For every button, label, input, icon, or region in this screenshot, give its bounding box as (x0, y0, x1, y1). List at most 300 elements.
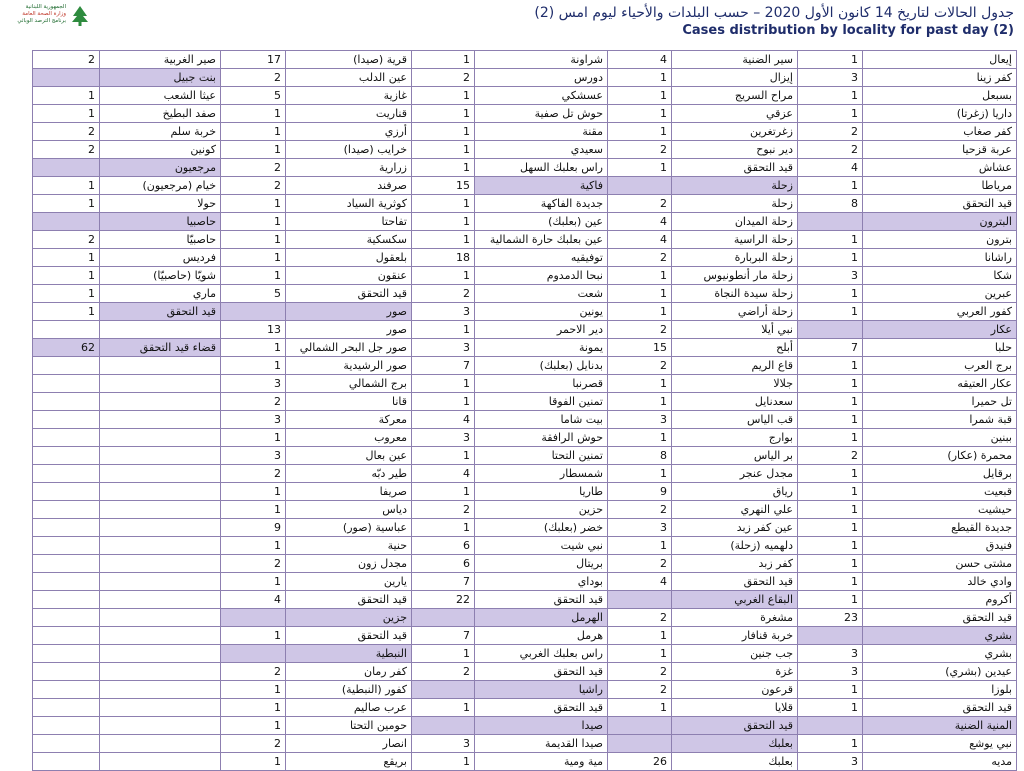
page-title-english: Cases distribution by locality for past day (2) (682, 23, 1014, 38)
case-count-cell (798, 213, 863, 231)
case-count-cell (608, 735, 672, 753)
case-count-cell (33, 663, 100, 681)
case-count-cell: 1 (798, 87, 863, 105)
locality-cell: تفاحتا (286, 213, 412, 231)
table-row (33, 627, 1017, 645)
case-count-cell: 8 (798, 195, 863, 213)
case-count-cell: 1 (608, 267, 672, 285)
table-row (33, 69, 1017, 87)
locality-cell: نبي أيلا (672, 321, 798, 339)
case-count-cell (798, 627, 863, 645)
locality-cell: قيد التحقق (863, 699, 1017, 717)
case-count-cell: 1 (221, 483, 286, 501)
locality-cell: حزين (475, 501, 608, 519)
locality-cell (100, 537, 221, 555)
locality-cell: مديه (863, 753, 1017, 771)
locality-cell: عرب صاليم (286, 699, 412, 717)
locality-cell: بلوزا (863, 681, 1017, 699)
locality-cell: زغرتغرين (672, 123, 798, 141)
locality-cell: بدنايل (بعلبك) (475, 357, 608, 375)
locality-cell: عكار (863, 321, 1017, 339)
case-count-cell: 2 (33, 141, 100, 159)
table-row (33, 663, 1017, 681)
table-row (33, 393, 1017, 411)
logo-line-1: الجمهورية اللبنانية (25, 4, 66, 10)
locality-cell: حلبا (863, 339, 1017, 357)
locality-cell: عبرين (863, 285, 1017, 303)
locality-cell: كفر زينا (863, 69, 1017, 87)
locality-cell: بنت جبيل (100, 69, 221, 87)
locality-cell: كونين (100, 141, 221, 159)
case-count-cell: 1 (33, 303, 100, 321)
case-count-cell: 3 (412, 339, 475, 357)
case-count-cell (33, 717, 100, 735)
case-count-cell: 1 (608, 375, 672, 393)
locality-cell: معركة (286, 411, 412, 429)
case-count-cell: 15 (608, 339, 672, 357)
locality-cell: قرية (صيدا) (286, 51, 412, 69)
locality-cell: فاكية (475, 177, 608, 195)
locality-cell: أرزي (286, 123, 412, 141)
case-count-cell: 1 (798, 537, 863, 555)
case-count-cell: 1 (608, 159, 672, 177)
locality-cell: زحلة البربارة (672, 249, 798, 267)
case-count-cell: 1 (221, 753, 286, 771)
case-count-cell: 1 (798, 51, 863, 69)
case-count-cell: 1 (608, 105, 672, 123)
locality-cell: قيد التحقق (863, 609, 1017, 627)
case-count-cell (33, 411, 100, 429)
locality-cell: رياق (672, 483, 798, 501)
case-count-cell: 1 (412, 483, 475, 501)
locality-cell (100, 609, 221, 627)
table-row (33, 87, 1017, 105)
locality-cell: مية ومية (475, 753, 608, 771)
locality-cell: شراونة (475, 51, 608, 69)
locality-cell: بسبعل (863, 87, 1017, 105)
locality-cell: بريقع (286, 753, 412, 771)
case-count-cell: 15 (412, 177, 475, 195)
locality-cell: مرياطا (863, 177, 1017, 195)
case-count-cell: 1 (221, 573, 286, 591)
case-count-cell: 2 (221, 177, 286, 195)
case-count-cell: 9 (608, 483, 672, 501)
locality-cell: محمرة (عكار) (863, 447, 1017, 465)
case-count-cell: 4 (798, 159, 863, 177)
case-count-cell: 1 (412, 231, 475, 249)
locality-cell: خيام (مرجعيون) (100, 177, 221, 195)
table-row (33, 483, 1017, 501)
case-count-cell (221, 303, 286, 321)
case-count-cell: 13 (221, 321, 286, 339)
case-count-cell: 1 (412, 699, 475, 717)
ministry-logo (6, 3, 90, 29)
case-count-cell: 1 (221, 105, 286, 123)
locality-cell: عربة قزحيا (863, 141, 1017, 159)
table-row (33, 645, 1017, 663)
locality-cell (100, 573, 221, 591)
locality-cell (100, 501, 221, 519)
locality-cell: طير دبّه (286, 465, 412, 483)
case-count-cell: 1 (798, 105, 863, 123)
locality-cell: شكا (863, 267, 1017, 285)
case-count-cell: 1 (608, 303, 672, 321)
case-count-cell: 3 (798, 663, 863, 681)
locality-cell: زحلة سيدة النجاة (672, 285, 798, 303)
case-count-cell: 17 (221, 51, 286, 69)
locality-cell: راس بعلبك السهل (475, 159, 608, 177)
case-count-cell: 1 (412, 159, 475, 177)
case-count-cell: 1 (798, 465, 863, 483)
case-count-cell (33, 699, 100, 717)
locality-cell (100, 411, 221, 429)
case-count-cell: 1 (412, 105, 475, 123)
locality-cell: كفر صغاب (863, 123, 1017, 141)
case-count-cell (798, 321, 863, 339)
locality-cell: عين كفر زبد (672, 519, 798, 537)
locality-cell: مشغرة (672, 609, 798, 627)
case-count-cell: 1 (798, 375, 863, 393)
locality-cell: جزين (286, 609, 412, 627)
locality-cell: عكار العتيقه (863, 375, 1017, 393)
locality-cell: خربة سلم (100, 123, 221, 141)
locality-cell (100, 681, 221, 699)
case-count-cell: 4 (608, 231, 672, 249)
case-count-cell: 2 (33, 51, 100, 69)
case-count-cell: 2 (608, 555, 672, 573)
locality-cell: قيد التحقق (286, 285, 412, 303)
case-count-cell: 1 (798, 303, 863, 321)
locality-cell: زحلة الميدان (672, 213, 798, 231)
case-count-cell: 3 (798, 645, 863, 663)
table-row (33, 141, 1017, 159)
locality-cell: حاصبيّا (100, 231, 221, 249)
case-count-cell (33, 573, 100, 591)
locality-cell (100, 555, 221, 573)
case-count-cell (33, 447, 100, 465)
table-row (33, 339, 1017, 357)
case-count-cell: 1 (412, 447, 475, 465)
locality-cell: مرجعيون (100, 159, 221, 177)
case-count-cell (33, 465, 100, 483)
case-count-cell: 3 (798, 69, 863, 87)
locality-cell: فرديس (100, 249, 221, 267)
case-count-cell: 4 (608, 51, 672, 69)
case-count-cell: 1 (221, 717, 286, 735)
locality-cell: صور (286, 321, 412, 339)
logo-line-3: برنامج الترصد الوبائي (17, 18, 66, 24)
table-row (33, 717, 1017, 735)
locality-cell: برج العرب (863, 357, 1017, 375)
header (0, 0, 1024, 48)
locality-cell: معروب (286, 429, 412, 447)
case-count-cell: 1 (221, 681, 286, 699)
case-count-cell: 1 (608, 123, 672, 141)
case-count-cell: 5 (221, 87, 286, 105)
locality-cell (100, 465, 221, 483)
table-row (33, 267, 1017, 285)
case-count-cell: 1 (412, 375, 475, 393)
locality-cell: قب الياس (672, 411, 798, 429)
case-count-cell: 1 (33, 105, 100, 123)
locality-cell: النبطية (286, 645, 412, 663)
locality-cell: سعيدي (475, 141, 608, 159)
case-count-cell: 1 (221, 429, 286, 447)
case-count-cell: 2 (221, 663, 286, 681)
locality-cell: راس بعلبك الغربي (475, 645, 608, 663)
case-count-cell: 2 (608, 357, 672, 375)
case-count-cell (33, 519, 100, 537)
locality-cell: زحلة مار أنطونيوس (672, 267, 798, 285)
locality-cell (100, 663, 221, 681)
locality-cell: بر الياس (672, 447, 798, 465)
table-row (33, 537, 1017, 555)
locality-cell: عيدين (بشري) (863, 663, 1017, 681)
locality-cell: تل حميرا (863, 393, 1017, 411)
case-count-cell: 4 (221, 591, 286, 609)
case-count-cell: 1 (412, 123, 475, 141)
table-row (33, 501, 1017, 519)
case-count-cell: 3 (221, 411, 286, 429)
case-count-cell (33, 357, 100, 375)
case-count-cell: 1 (33, 195, 100, 213)
locality-cell: شعت (475, 285, 608, 303)
case-count-cell: 2 (33, 123, 100, 141)
case-count-cell: 2 (608, 321, 672, 339)
table-row (33, 465, 1017, 483)
table-row (33, 303, 1017, 321)
table-row (33, 123, 1017, 141)
case-count-cell: 2 (33, 231, 100, 249)
table-row (33, 573, 1017, 591)
case-count-cell: 1 (33, 177, 100, 195)
case-count-cell: 1 (412, 195, 475, 213)
locality-cell: كفور العربي (863, 303, 1017, 321)
case-count-cell: 2 (608, 681, 672, 699)
locality-cell: جديدة القيطع (863, 519, 1017, 537)
page-title-arabic: جدول الحالات لتاريخ 14 كانون الأول 2020 – حسب البلدات والأحياء ليوم امس (2) (534, 5, 1014, 21)
case-count-cell (608, 717, 672, 735)
table-row (33, 375, 1017, 393)
case-count-cell (33, 159, 100, 177)
locality-cell: صفد البطيخ (100, 105, 221, 123)
locality-cell: حومين التحتا (286, 717, 412, 735)
locality-cell: بريتال (475, 555, 608, 573)
case-count-cell: 7 (798, 339, 863, 357)
locality-cell: حوش تل صفية (475, 105, 608, 123)
case-count-cell: 2 (608, 609, 672, 627)
case-count-cell: 1 (221, 339, 286, 357)
case-count-cell: 4 (608, 573, 672, 591)
case-count-cell: 1 (33, 267, 100, 285)
case-count-cell (33, 627, 100, 645)
locality-cell (100, 645, 221, 663)
locality-cell: عزقي (672, 105, 798, 123)
locality-cell: حاصبيا (100, 213, 221, 231)
table-row (33, 447, 1017, 465)
case-count-cell: 1 (221, 213, 286, 231)
locality-cell: بلعقول (286, 249, 412, 267)
locality-cell: قيد التحقق (475, 699, 608, 717)
locality-cell: قيد التحقق (672, 573, 798, 591)
case-count-cell: 2 (221, 735, 286, 753)
locality-cell: زحلة (672, 177, 798, 195)
case-count-cell: 1 (412, 393, 475, 411)
locality-cell: حنية (286, 537, 412, 555)
case-count-cell: 22 (412, 591, 475, 609)
case-count-cell: 1 (33, 285, 100, 303)
locality-cell: قيد التحقق (672, 159, 798, 177)
locality-cell: كوثرية السياد (286, 195, 412, 213)
locality-cell: صور (286, 303, 412, 321)
locality-cell: برقايل (863, 465, 1017, 483)
locality-cell: جديدة الفاكهة (475, 195, 608, 213)
case-count-cell: 1 (221, 267, 286, 285)
case-count-cell: 1 (608, 699, 672, 717)
table-row (33, 285, 1017, 303)
locality-cell: شمسطار (475, 465, 608, 483)
case-count-cell: 2 (221, 555, 286, 573)
locality-cell: دير نبوح (672, 141, 798, 159)
locality-cell: تمنين الفوقا (475, 393, 608, 411)
table-row (33, 105, 1017, 123)
locality-cell: كفر رمان (286, 663, 412, 681)
case-count-cell: 3 (798, 267, 863, 285)
locality-cell: فنيدق (863, 537, 1017, 555)
locality-cell: قيد التحقق (286, 591, 412, 609)
case-count-cell: 1 (412, 51, 475, 69)
locality-cell: إيزال (672, 69, 798, 87)
case-count-cell: 2 (221, 69, 286, 87)
table-row (33, 249, 1017, 267)
case-count-cell (33, 609, 100, 627)
locality-cell: زحلة أراضي (672, 303, 798, 321)
locality-cell: كفر زبد (672, 555, 798, 573)
case-count-cell: 1 (221, 357, 286, 375)
locality-cell (100, 321, 221, 339)
cedar-emblem-icon (70, 5, 90, 27)
case-count-cell: 6 (412, 555, 475, 573)
case-count-cell: 1 (608, 645, 672, 663)
case-count-cell (33, 375, 100, 393)
case-count-cell: 2 (412, 501, 475, 519)
cases-table (32, 50, 1017, 771)
case-count-cell: 1 (798, 555, 863, 573)
case-count-cell: 3 (221, 447, 286, 465)
locality-cell: عين بعال (286, 447, 412, 465)
locality-cell: مجدل زون (286, 555, 412, 573)
locality-cell: إيعال (863, 51, 1017, 69)
locality-cell: صور الرشيدية (286, 357, 412, 375)
case-count-cell (33, 645, 100, 663)
case-count-cell: 1 (608, 537, 672, 555)
case-count-cell (33, 393, 100, 411)
locality-cell: البترون (863, 213, 1017, 231)
locality-cell (100, 735, 221, 753)
locality-cell (100, 699, 221, 717)
case-count-cell: 1 (798, 177, 863, 195)
locality-cell: راشيا (475, 681, 608, 699)
case-count-cell: 4 (412, 411, 475, 429)
case-count-cell: 1 (221, 501, 286, 519)
locality-cell: البقاع الغربي (672, 591, 798, 609)
case-count-cell: 1 (798, 699, 863, 717)
case-count-cell: 1 (798, 681, 863, 699)
locality-cell: ببنين (863, 429, 1017, 447)
locality-cell: زحلة الراسية (672, 231, 798, 249)
case-count-cell: 3 (608, 411, 672, 429)
locality-cell: عسشكي (475, 87, 608, 105)
locality-cell: أبلح (672, 339, 798, 357)
locality-cell: نبي شيت (475, 537, 608, 555)
locality-cell: صيدا القديمة (475, 735, 608, 753)
locality-cell: سعدنايل (672, 393, 798, 411)
case-count-cell: 1 (798, 285, 863, 303)
locality-cell (100, 591, 221, 609)
locality-cell: سير الضنية (672, 51, 798, 69)
case-count-cell (33, 681, 100, 699)
case-count-cell: 2 (798, 447, 863, 465)
locality-cell: نبحا الدمدوم (475, 267, 608, 285)
locality-cell: مقنة (475, 123, 608, 141)
case-count-cell: 26 (608, 753, 672, 771)
case-count-cell: 1 (221, 627, 286, 645)
case-count-cell: 3 (221, 375, 286, 393)
case-count-cell: 1 (798, 483, 863, 501)
locality-cell: بعلبك (672, 735, 798, 753)
case-count-cell: 1 (412, 753, 475, 771)
locality-cell: قيد التحقق (475, 663, 608, 681)
case-count-cell: 2 (412, 69, 475, 87)
locality-cell: خربة قنافار (672, 627, 798, 645)
case-count-cell: 2 (608, 195, 672, 213)
case-count-cell: 1 (412, 645, 475, 663)
locality-cell: دورس (475, 69, 608, 87)
case-count-cell: 3 (412, 429, 475, 447)
locality-cell: شويّا (حاصبيّا) (100, 267, 221, 285)
locality-cell: راشانا (863, 249, 1017, 267)
locality-cell: بشري (863, 645, 1017, 663)
case-count-cell (33, 69, 100, 87)
case-count-cell: 2 (221, 159, 286, 177)
case-count-cell: 1 (412, 519, 475, 537)
case-count-cell: 1 (33, 249, 100, 267)
case-count-cell: 1 (221, 123, 286, 141)
locality-cell: بترون (863, 231, 1017, 249)
case-count-cell: 1 (798, 735, 863, 753)
case-count-cell (33, 321, 100, 339)
locality-cell: صريفا (286, 483, 412, 501)
table-row (33, 159, 1017, 177)
locality-cell: توفيقيه (475, 249, 608, 267)
case-count-cell: 1 (412, 321, 475, 339)
case-count-cell: 1 (608, 87, 672, 105)
case-count-cell: 3 (412, 735, 475, 753)
locality-cell: قيد التحقق (286, 627, 412, 645)
case-count-cell (221, 645, 286, 663)
locality-cell: هرمل (475, 627, 608, 645)
locality-cell: بشري (863, 627, 1017, 645)
table-row (33, 231, 1017, 249)
locality-cell: دياس (286, 501, 412, 519)
case-count-cell (798, 717, 863, 735)
locality-cell (100, 717, 221, 735)
table-row (33, 411, 1017, 429)
locality-cell: قبة شمرا (863, 411, 1017, 429)
locality-cell: حولا (100, 195, 221, 213)
locality-cell: داريا (زغرتا) (863, 105, 1017, 123)
locality-cell: عين الدلب (286, 69, 412, 87)
